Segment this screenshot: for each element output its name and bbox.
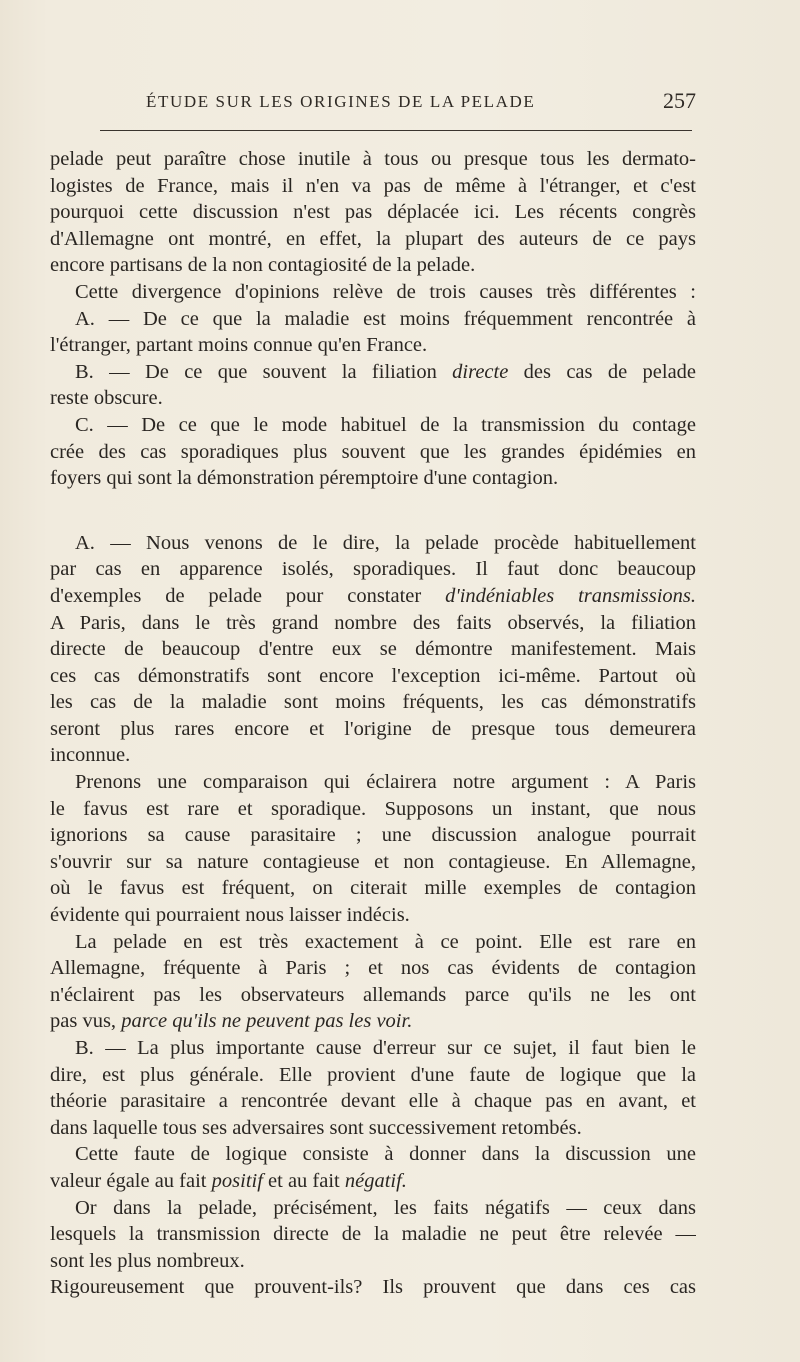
text-line: d'Allemagne ont montré, en effet, la plupart des auteurs de ce pays bbox=[50, 227, 696, 250]
text-line bbox=[50, 1168, 696, 1195]
text-segment: d'exemples de pelade pour constater bbox=[50, 584, 422, 607]
text-line: pelade peut paraître chose inutile à tous ou presque tous les dermato- bbox=[50, 148, 696, 170]
text-line: évidente qui pourraient nous laisser indécis. bbox=[50, 904, 410, 927]
text-line bbox=[50, 583, 696, 610]
italic-term: d'indéniables transmissions. bbox=[445, 584, 696, 607]
text-line: Prenons une comparaison qui éclairera notre argument : A Paris bbox=[75, 771, 696, 794]
text-line: Cette faute de logique consiste à donner dans la discussion une bbox=[75, 1143, 696, 1166]
text-line: par cas en apparence isolés, sporadiques. Il faut donc beaucoup bbox=[50, 558, 696, 581]
text-line: A Paris, dans le très grand nombre des faits observés, la filiation bbox=[50, 611, 696, 634]
header-rule bbox=[100, 130, 692, 131]
text-line: théorie parasitaire a rencontrée devant elle à chaque pas en avant, et bbox=[50, 1090, 696, 1113]
italic-phrase: parce qu'ils ne peuvent pas les voir. bbox=[121, 1010, 413, 1033]
text-line: B. — La plus importante cause d'erreur sur ce sujet, il faut bien le bbox=[75, 1037, 696, 1059]
text-line: A. — De ce que la maladie est moins fréquemment rencontrée à bbox=[75, 307, 696, 330]
text-line: Or dans la pelade, précisément, les faits négatifs — ceux dans bbox=[75, 1196, 696, 1219]
text-segment: B. — De ce que souvent la filiation bbox=[75, 360, 437, 383]
text-line: n'éclairent pas les observateurs allemands parce qu'ils ne les ont bbox=[50, 983, 696, 1006]
text-line: crée des cas sporadiques plus souvent que les grandes épidémies en bbox=[50, 440, 696, 463]
text-line: C. — De ce que le mode habituel de la transmission du contage bbox=[75, 413, 696, 436]
text-line: Rigoureusement que prouvent-ils? Ils prouvent que dans ces cas bbox=[50, 1276, 696, 1299]
text-line: ces cas démonstratifs sont encore l'exception ici-même. Partout où bbox=[50, 664, 696, 687]
text-line bbox=[50, 359, 696, 386]
page-number: 257 bbox=[663, 88, 696, 113]
text-line: Allemagne, fréquente à Paris ; et nos cas évidents de contagion bbox=[50, 957, 696, 980]
text-line: ignorions sa cause parasitaire ; une discussion analogue pourrait bbox=[50, 824, 696, 847]
text-segment: et au fait bbox=[268, 1169, 340, 1192]
text-segment: des cas de pelade bbox=[523, 360, 696, 383]
running-title: ÉTUDE SUR LES ORIGINES DE LA PELADE bbox=[146, 92, 536, 111]
section-gap bbox=[50, 492, 696, 530]
text-line: Cette divergence d'opinions relève de trois causes très différentes : bbox=[75, 280, 696, 303]
italic-term: négatif. bbox=[344, 1169, 407, 1192]
italic-term: directe bbox=[452, 360, 509, 383]
text-line: l'étranger, partant moins connue qu'en France. bbox=[50, 334, 428, 357]
text-line: les cas de la maladie sont moins fréquents, les cas démonstratifs bbox=[50, 691, 696, 714]
text-line: dire, est plus générale. Elle provient d'une faute de logique que la bbox=[50, 1063, 696, 1086]
body-text bbox=[50, 146, 696, 1301]
text-line: s'ouvrir sur sa nature contagieuse et non contagieuse. En Allemagne, bbox=[50, 850, 696, 873]
page-header bbox=[50, 88, 696, 118]
text-line: logistes de France, mais il n'en va pas de même à l'étranger, et c'est bbox=[50, 174, 696, 197]
text-line: lesquels la transmission directe de la maladie ne peut être relevée — bbox=[50, 1223, 696, 1246]
text-line: où le favus est fréquent, on citerait mille exemples de contagion bbox=[50, 877, 696, 900]
text-line: pourquoi cette discussion n'est pas déplacée ici. Les récents congrès bbox=[50, 201, 696, 224]
text-line: directe de beaucoup d'entre eux se démontre manifestement. Mais bbox=[50, 638, 696, 661]
text-line: foyers qui sont la démonstration péremptoire d'une contagion. bbox=[50, 467, 559, 490]
text-line: reste obscure. bbox=[50, 387, 163, 410]
text-line: encore partisans de la non contagiosité de la pelade. bbox=[50, 254, 476, 277]
text-line: inconnue. bbox=[50, 744, 131, 767]
text-segment: valeur égale au fait bbox=[50, 1169, 207, 1192]
italic-term: positif bbox=[211, 1169, 263, 1192]
text-line: La pelade en est très exactement à ce point. Elle est rare en bbox=[75, 930, 696, 953]
text-line: A. — Nous venons de le dire, la pelade procède habituellement bbox=[75, 531, 696, 554]
text-line: le favus est rare et sporadique. Supposons un instant, que nous bbox=[50, 797, 696, 820]
text-line: sont les plus nombreux. bbox=[50, 1249, 245, 1272]
text-line bbox=[50, 1008, 696, 1035]
text-line: dans laquelle tous ses adversaires sont successivement retombés. bbox=[50, 1116, 582, 1139]
text-segment: pas vus, bbox=[50, 1010, 117, 1033]
text-line: seront plus rares encore et l'origine de presque tous demeurera bbox=[50, 717, 696, 740]
